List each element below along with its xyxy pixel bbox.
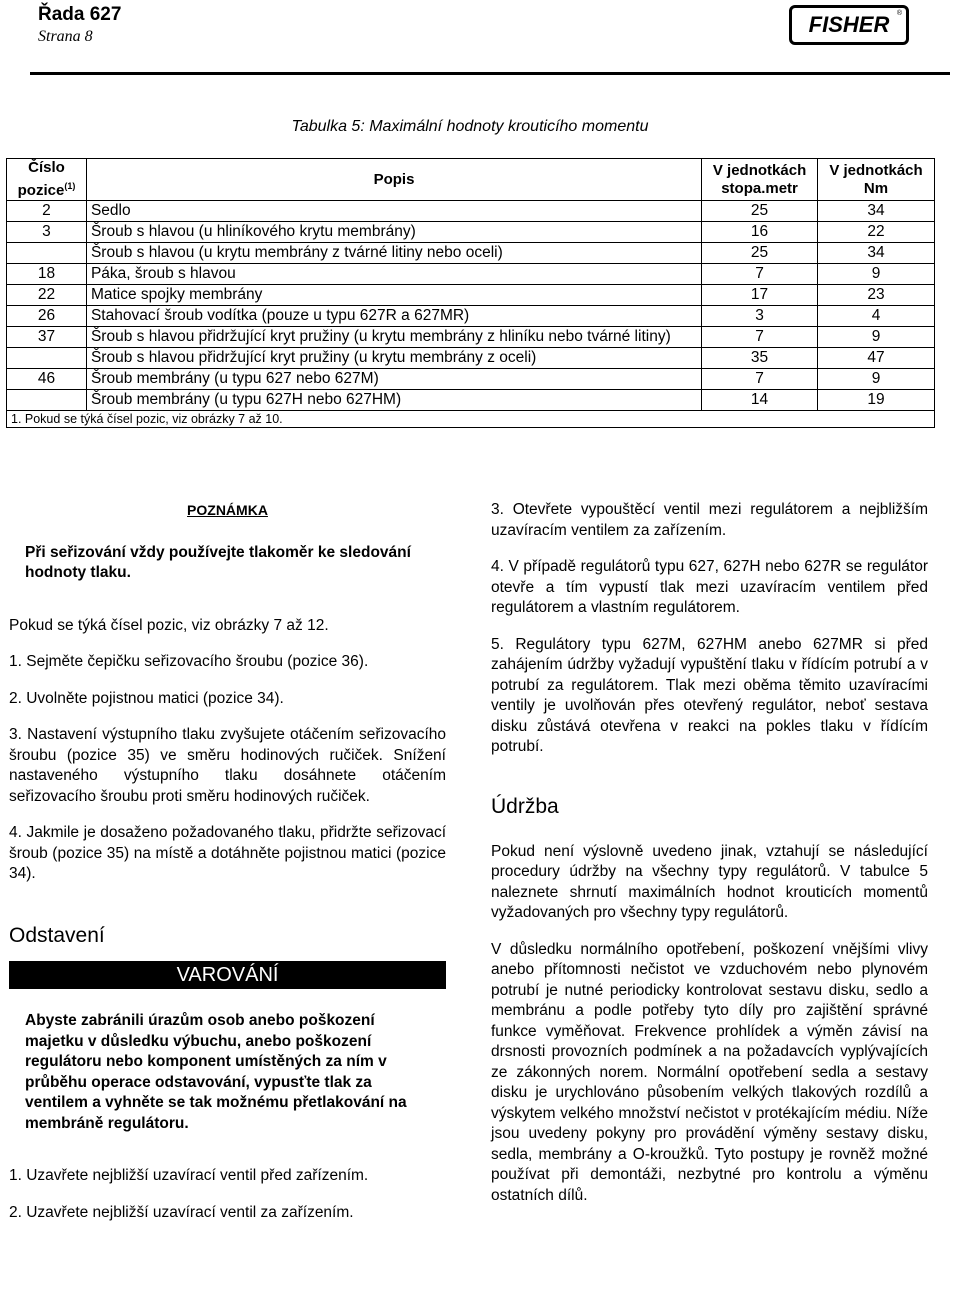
adjust-step-2: 2. Uvolněte pojistnou matici (pozice 34).	[9, 689, 284, 707]
header-ftlb: V jednotkách stopa.metr	[702, 159, 818, 201]
position-cell: 37	[7, 327, 87, 348]
table-row	[7, 390, 935, 411]
description-cell: Šroub s hlavou (u krytu membrány z tvárné litiny nebo oceli)	[86, 243, 701, 264]
table-row	[7, 369, 935, 390]
table-row	[7, 243, 935, 264]
ftlb-cell: 7	[702, 327, 818, 348]
nm-cell: 34	[818, 243, 935, 264]
note-title: POZNÁMKA	[187, 502, 268, 518]
table-row	[7, 201, 935, 222]
adjust-step-3: 3. Nastavení výstupního tlaku zvyšujete otáčením seřizovacího šroubu (pozice 35) ve směru hodinových ručiček. Snížení nastaveného výstupního tlaku dosáhnete otáčením seřizovacího šroubu proti směru hodinových ručiček.	[9, 726, 446, 805]
nm-cell: 47	[818, 348, 935, 369]
position-cell: 22	[7, 285, 87, 306]
description-cell: Páka, šroub s hlavou	[86, 264, 701, 285]
table-row	[7, 306, 935, 327]
description-cell: Stahovací šroub vodítka (pouze u typu 627R a 627MR)	[86, 306, 701, 327]
table-caption: Tabulka 5: Maximální hodnoty krouticího momentu	[291, 118, 649, 135]
header-rule	[30, 72, 950, 75]
shutdown-step-4: 4. V případě regulátorů typu 627, 627H nebo 627R se regulátor otevře a tím vypustí tlak mezi uzavíracím ventilem před regulátorem a vlastním regulátorem.	[491, 558, 928, 616]
ftlb-cell: 35	[702, 348, 818, 369]
position-cell	[7, 243, 87, 264]
table-footnote: 1. Pokud se týká čísel pozic, viz obrázky 7 až 10.	[7, 411, 935, 428]
position-cell: 46	[7, 369, 87, 390]
position-cell	[7, 348, 87, 369]
right-column	[491, 500, 928, 1206]
page-number: Strana 8	[38, 28, 93, 45]
heading-maintenance: Údržba	[491, 794, 559, 818]
description-cell: Šroub s hlavou přidržující kryt pružiny (u krytu membrány z oceli)	[86, 348, 701, 369]
nm-cell: 4	[818, 306, 935, 327]
nm-cell: 9	[818, 264, 935, 285]
nm-cell: 23	[818, 285, 935, 306]
ftlb-cell: 3	[702, 306, 818, 327]
table-header-row	[7, 159, 935, 201]
nm-cell: 9	[818, 369, 935, 390]
note-text: Při seřizování vždy používejte tlakoměr ke sledování hodnoty tlaku.	[25, 543, 411, 581]
ftlb-cell: 7	[702, 264, 818, 285]
ftlb-cell: 14	[702, 390, 818, 411]
position-cell: 2	[7, 201, 87, 222]
maintenance-paragraph-1: Pokud není výslovně uvedeno jinak, vztahují se následující procedury údržby na všechny typy regulátorů. V tabulce 5 naleznete shrnutí maximálních hodnot krouticích momentů vyžadovaných pro všechny typy regulátorů.	[491, 842, 928, 921]
header-nm: V jednotkách Nm	[818, 159, 935, 201]
shutdown-step-1: 1. Uzavřete nejbližší uzavírací ventil před zařízením.	[9, 1167, 369, 1184]
fisher-logo	[789, 5, 909, 45]
ftlb-cell: 7	[702, 369, 818, 390]
ftlb-cell: 25	[702, 201, 818, 222]
torque-table	[6, 158, 935, 428]
header-position-footnote-mark: (1)	[64, 181, 76, 191]
nm-cell: 34	[818, 201, 935, 222]
ftlb-cell: 25	[702, 243, 818, 264]
nm-cell: 9	[818, 327, 935, 348]
table-row	[7, 348, 935, 369]
position-cell	[7, 390, 87, 411]
left-column	[9, 500, 446, 1223]
table-row	[7, 327, 935, 348]
table-row	[7, 264, 935, 285]
registered-mark: ®	[896, 10, 902, 17]
position-reference: Pokud se týká čísel pozic, viz obrázky 7 až 12.	[9, 616, 329, 634]
ftlb-cell: 16	[702, 222, 818, 243]
table-footnote-row	[7, 411, 935, 428]
table-row	[7, 285, 935, 306]
warning-banner: VAROVÁNÍ	[9, 961, 446, 990]
header-description: Popis	[86, 159, 701, 201]
header-position	[7, 159, 87, 201]
description-cell: Šroub s hlavou přidržující kryt pružiny (u krytu membrány z hliníku nebo tvárné litiny)	[86, 327, 701, 348]
description-cell: Šroub membrány (u typu 627 nebo 627M)	[86, 369, 701, 390]
document-series-title: Řada 627	[38, 4, 122, 25]
maintenance-paragraph-2: V důsledku normálního opotřebení, poškození vnějšími vlivy anebo přítomnosti nečistot ve vzduchovém nebo plynovém potrubí je nutné periodicky kontrolovat sestavu disku, sedlo a membránu a podle potřeby tyto díly pro zajištění správné funkce vyměňovat. Frekvence prohlídek a výměn závisí na drsnosti provozních podmínek a na požadavcích vyplývajících ze zákonných norem. Normální opotřebení sedla a sestavy disku je urychlováno působením velkých tlakových rozdílů a výskytem velkého množství nečistot v protékajícím médiu. Níže jsou uvedeny pokyny pro provádění výměny sestavy disku, sedla, membrány a O-kroužků. Tyto postupy je rovněž možné používat při demontáži, nezbytné pro kontrolu a výměnu ostatních dílů.	[491, 940, 928, 1204]
logo-text: FISHER	[808, 12, 890, 37]
position-cell: 18	[7, 264, 87, 285]
shutdown-step-2: 2. Uzavřete nejbližší uzavírací ventil za zařízením.	[9, 1203, 354, 1221]
adjust-step-4: 4. Jakmile je dosaženo požadovaného tlaku, přidržte seřizovací šroub (pozice 35) na místě a dotáhněte pojistnou matici (pozice 34).	[9, 824, 446, 882]
description-cell: Sedlo	[86, 201, 701, 222]
warning-text: Abyste zabránili úrazům osob anebo poškození majetku v důsledku výbuchu, anebo poškození regulátoru nebo komponent umístěných za ním v průběhu operace odstavování, vypusťte tlak za ventilem a vyhněte se tak možnému přetlakování na membráně regulátoru.	[25, 1012, 407, 1132]
header-position-text: Číslo pozice	[17, 159, 65, 199]
shutdown-step-5: 5. Regulátory typu 627M, 627HM anebo 627MR si před zahájením údržby vyžadují vypuštění tlaku v řídícím potrubí a v potrubí za regulátorem. Tlak mezi oběma těmito uzavíracími ventily je uvolňován přes otevřený regulátor, neboť sestava disku zůstává otevřena v reakci na pokles tlaku v řídícím potrubí.	[491, 635, 928, 755]
description-cell: Šroub s hlavou (u hliníkového krytu membrány)	[86, 222, 701, 243]
position-cell: 26	[7, 306, 87, 327]
description-cell: Šroub membrány (u typu 627H nebo 627HM)	[86, 390, 701, 411]
nm-cell: 22	[818, 222, 935, 243]
table-row	[7, 222, 935, 243]
nm-cell: 19	[818, 390, 935, 411]
ftlb-cell: 17	[702, 285, 818, 306]
shutdown-step-3: 3. Otevřete vypouštěcí ventil mezi regulátorem a nejbližším uzavíracím ventilem za zařízením.	[491, 501, 928, 539]
adjust-step-1: 1. Sejměte čepičku seřizovacího šroubu (pozice 36).	[9, 653, 369, 670]
position-cell: 3	[7, 222, 87, 243]
description-cell: Matice spojky membrány	[86, 285, 701, 306]
heading-shutdown: Odstavení	[9, 923, 105, 947]
